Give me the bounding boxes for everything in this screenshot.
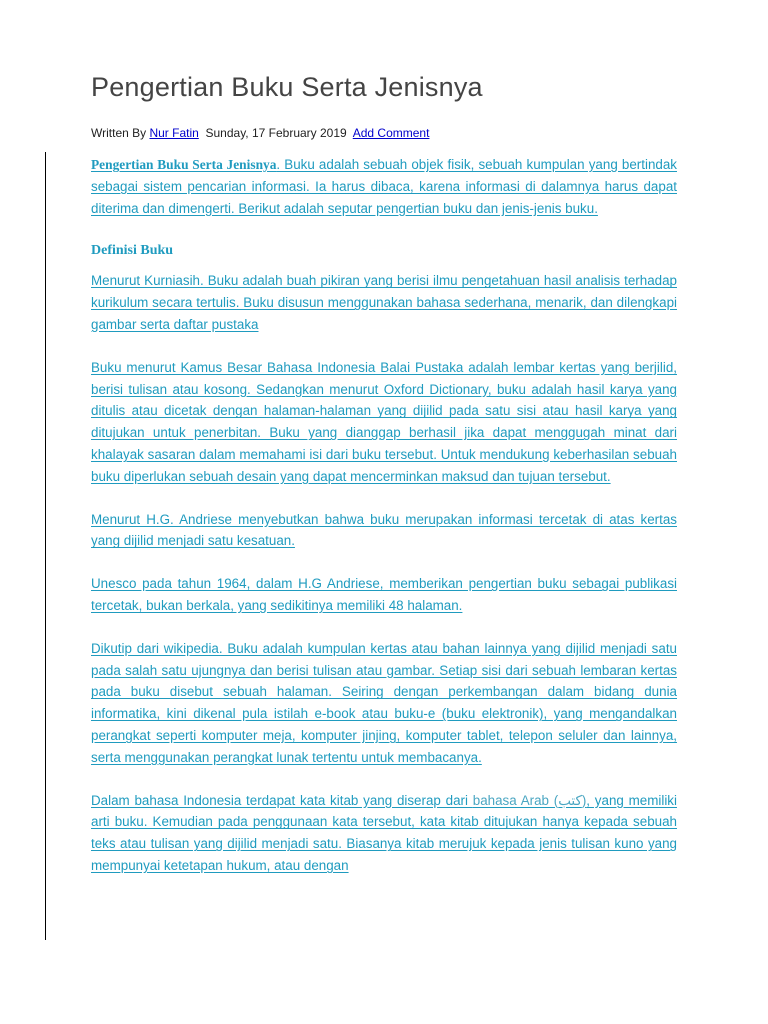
bahasa-arab-link[interactable]: bahasa Arab (كتب) bbox=[472, 792, 587, 808]
paragraph-kbbi[interactable]: Buku menurut Kamus Besar Bahasa Indonesia Balai Pustaka adalah lembar kertas yang berjilid, berisi tulisan atau kosong. Sedangkan menurut Oxford Dictionary, buku adalah hasil karya yang ditulis atau dicetak dengan halaman-halaman yang dijilid pada satu sisi atau hasil karya yang ditujukan untuk penerbitan. Buku yang dianggap berhasil jika dapat menggugah minat dari khalayak sasaran dalam memahami isi dari buku tersebut. Untuk mendukung keberhasilan sebuah buku diperlukan sebuah desain yang dapat mencerminkan maksud dan tujuan tersebut. bbox=[91, 359, 677, 484]
add-comment-link[interactable]: Add Comment bbox=[352, 126, 430, 140]
kitab-text-part3: , yang memiliki arti buku. Kemudian pada penggunaan kata tersebut, kata kitab ditujukan hanya kepada sebuah teks atau tulisan yang dijilid menjadi satu. Biasanya kitab merujuk kepada jenis tulisan kuno yang mempunyai ketetapan hukum, atau dengan bbox=[91, 792, 677, 873]
intro-lead-link[interactable]: Pengertian Buku Serta Jenisnya bbox=[91, 157, 277, 172]
article-title: Pengertian Buku Serta Jenisnya bbox=[91, 72, 483, 102]
byline-written-by: Written By bbox=[91, 126, 147, 140]
kitab-text-part1: Dalam bahasa Indonesia terdapat kata kitab yang diserap dari bbox=[91, 792, 473, 808]
byline-date: Sunday, 17 February 2019 bbox=[205, 126, 347, 140]
paragraph-kitab[interactable] bbox=[91, 790, 677, 877]
byline bbox=[91, 126, 429, 140]
intro-paragraph[interactable] bbox=[91, 154, 677, 219]
intro-text: . Buku adalah sebuah objek fisik, sebuah kumpulan yang bertindak sebagai sistem pencarian informasi. Ia harus dibaca, karena informasi di dalamnya harus dapat diterima dan dimengerti. Berikut adalah seputar pengertian buku dan jenis-jenis buku. bbox=[91, 157, 677, 216]
article-body bbox=[91, 154, 677, 898]
section-heading-definisi: Definisi Buku bbox=[91, 243, 174, 259]
author-link[interactable]: Nur Fatin bbox=[149, 126, 199, 140]
paragraph-unesco[interactable]: Unesco pada tahun 1964, dalam H.G Andriese, memberikan pengertian buku sebagai publikasi tercetak, bukan berkala, yang sedikitinya memiliki 48 halaman. bbox=[91, 576, 677, 613]
paragraph-andriese[interactable]: Menurut H.G. Andriese menyebutkan bahwa buku merupakan informasi tercetak di atas kertas yang dijilid menjadi satu kesatuan. bbox=[91, 511, 677, 549]
left-margin-rule bbox=[45, 152, 46, 940]
paragraph-kurniasih[interactable]: Menurut Kurniasih. Buku adalah buah pikiran yang berisi ilmu pengetahuan hasil analisis terhadap kurikulum secara tertulis. Buku disusun menggunakan bahasa sederhana, menarik, dan dilengkapi gambar serta daftar pustaka bbox=[91, 273, 677, 332]
paragraph-wikipedia[interactable]: Dikutip dari wikipedia. Buku adalah kumpulan kertas atau bahan lainnya yang dijilid menjadi satu pada salah satu ujungnya dan berisi tulisan atau gambar. Setiap sisi dari sebuah lembaran kertas pada buku disebut sebuah halaman. Seiring dengan perkembangan dalam bidang dunia informatika, kini dikenal pula istilah e-book atau buku-e (buku elektronik), yang mengandalkan perangkat seperti komputer meja, komputer jinjing, komputer tablet, telepon seluler dan lainnya, serta menggunakan perangkat lunak tertentu untuk membacanya. bbox=[91, 640, 677, 765]
